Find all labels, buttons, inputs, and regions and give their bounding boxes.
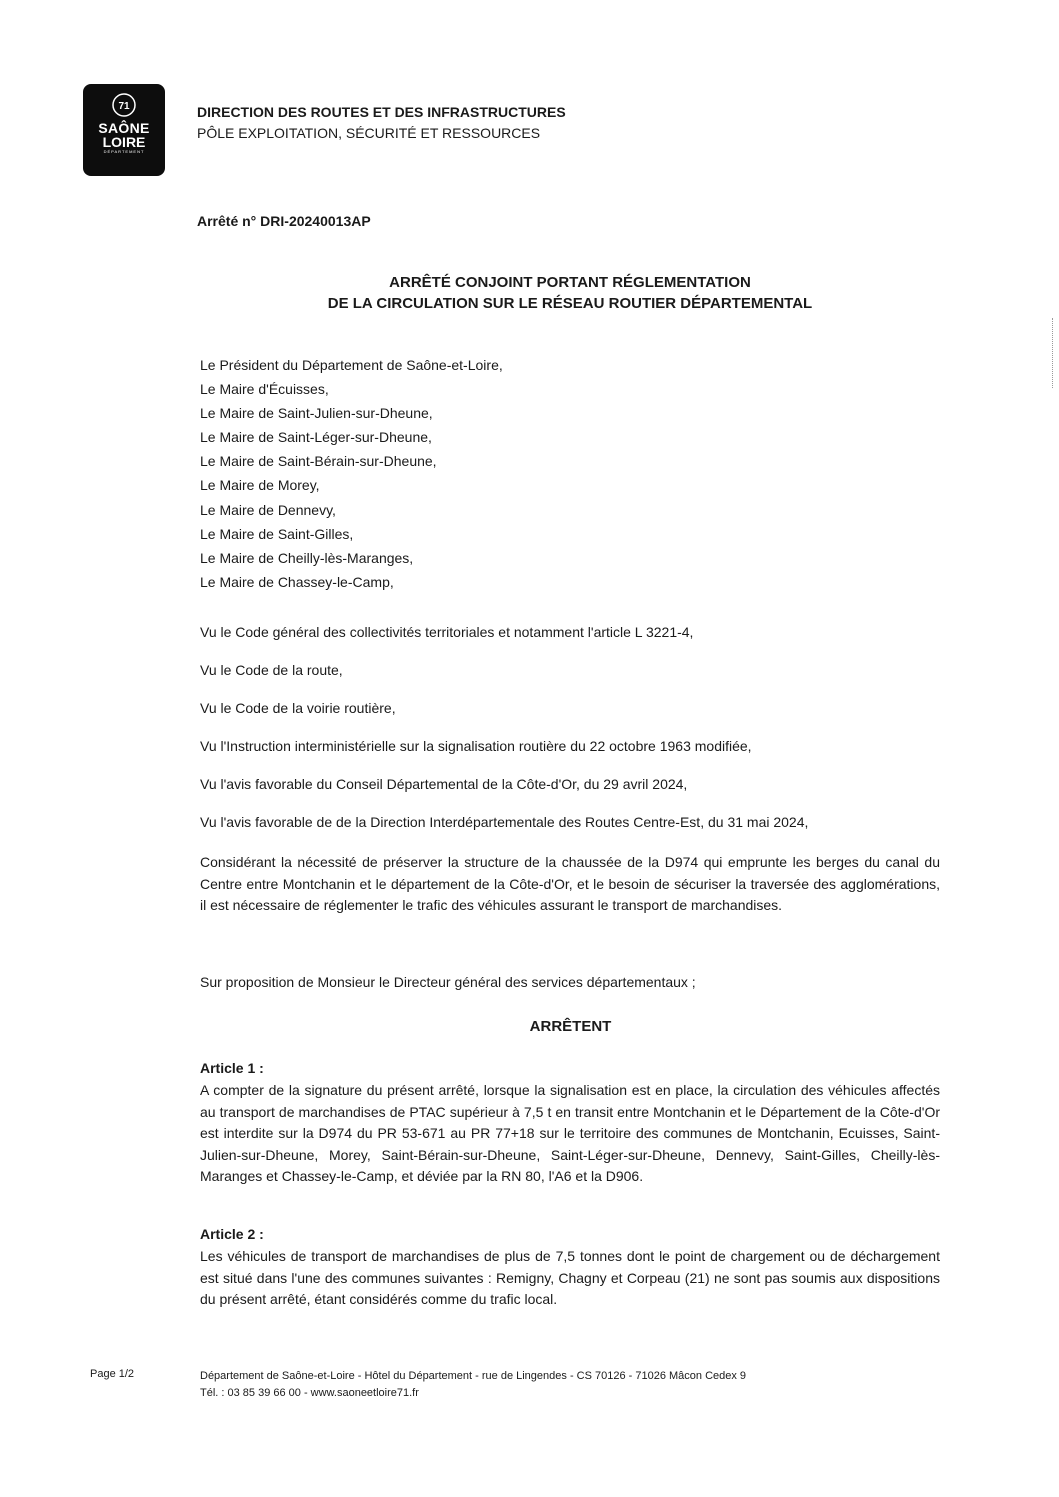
title-line-1: ARRÊTÉ CONJOINT PORTANT RÉGLEMENTATION — [389, 274, 751, 291]
authorities-list — [200, 353, 503, 594]
footer-address — [200, 1368, 746, 1402]
article-2-heading: Article 2 : — [200, 1226, 264, 1242]
logo-emblem-icon — [111, 92, 137, 118]
logo-line-3: DÉPARTEMENT — [103, 149, 145, 154]
article-1-heading: Article 1 : — [200, 1060, 264, 1076]
vu-clause: Vu l'avis favorable de de la Direction Interdépartementale des Routes Centre-Est, du 31 mai 2024, — [200, 814, 809, 830]
department-logo — [83, 84, 165, 176]
footer-contact-line: Tél. : 03 85 39 66 00 - www.saoneetloire71.fr — [200, 1387, 419, 1399]
page-number: Page 1/2 — [90, 1368, 135, 1380]
arretent-heading: ARRÊTENT — [529, 1018, 612, 1035]
authority-item: Le Maire de Chassey-le-Camp, — [200, 573, 394, 590]
vu-clause: Vu le Code de la voirie routière, — [200, 700, 396, 716]
authority-item: Le Maire de Saint-Julien-sur-Dheune, — [200, 405, 433, 422]
footer-address-line: Département de Saône-et-Loire - Hôtel du Département - rue de Lingendes - CS 70126 - 71026 Mâcon Cedex 9 — [200, 1370, 747, 1382]
logo-number: 71 — [118, 101, 130, 112]
authority-item: Le Maire de Morey, — [200, 477, 320, 494]
article-2-text: Les véhicules de transport de marchandises de plus de 7,5 tonnes dont le point de chargement ou de déchargement est situé dans l'une des communes suivantes : Remigny, Chagny et Corpeau (21) ne sont pas soumis aux dispositions du présent arrêté, étant considérés comme du trafic local. — [200, 1248, 940, 1307]
authority-item: Le Maire de Dennevy, — [200, 501, 336, 518]
margin-scan-marks — [1052, 318, 1055, 388]
vu-clause: Vu l'avis favorable du Conseil Départemental de la Côte-d'Or, du 29 avril 2024, — [200, 776, 688, 792]
pole-name: PÔLE EXPLOITATION, SÉCURITÉ ET RESSOURCES — [197, 125, 541, 141]
authority-item: Le Maire de Saint-Bérain-sur-Dheune, — [200, 453, 437, 470]
authority-item: Le Maire d'Écuisses, — [200, 381, 329, 398]
proposition-line: Sur proposition de Monsieur le Directeur général des services départementaux ; — [200, 974, 696, 990]
title-line-2: DE LA CIRCULATION SUR LE RÉSEAU ROUTIER DÉPARTEMENTAL — [327, 295, 813, 312]
vu-clause: Vu le Code général des collectivités territoriales et notamment l'article L 3221-4, — [200, 624, 694, 640]
authority-item: Le Président du Département de Saône-et-Loire, — [200, 357, 503, 373]
authority-item: Le Maire de Saint-Léger-sur-Dheune, — [200, 429, 432, 446]
considerant-paragraph: Considérant la nécessité de préserver la structure de la chaussée de la D974 qui emprunte les berges du canal du Centre entre Montchanin et le département de la Côte-d'Or, et le besoin de sécuriser la traversée des agglomérations, il est nécessaire de réglementer le trafic des véhicules assurant le transport de marchandises. — [200, 854, 940, 913]
logo-line-1: SAÔNE — [98, 120, 150, 136]
article-1-text: A compter de la signature du présent arrêté, lorsque la signalisation est en place, la circulation des véhicules affectés au transport de marchandises de PTAC supérieur à 7,5 t en transit entre Montchanin et le Département de la Côte-d'Or est interdite sur la D974 du PR 53-671 au PR 77+18 sur le territoire des communes de Montchanin, Ecuisses, Saint-Julien-sur-Dheune, Morey, Saint-Bérain-sur-Dheune, Saint-Léger-sur-Dheune, Dennevy, Saint-Gilles, Cheilly-lès-Maranges et Chassey-le-Camp, et déviée par la RN 80, l'A6 et la D906. — [200, 1082, 940, 1184]
arrete-number: Arrêté n° DRI-20240013AP — [197, 213, 371, 229]
vu-clause: Vu le Code de la route, — [200, 662, 343, 678]
authority-item: Le Maire de Cheilly-lès-Maranges, — [200, 549, 414, 566]
document-header — [197, 102, 566, 144]
logo-line-2: LOIRE — [102, 134, 146, 150]
vu-clause: Vu l'Instruction interministérielle sur la signalisation routière du 22 octobre 1963 modifiée, — [200, 738, 752, 754]
direction-name: DIRECTION DES ROUTES ET DES INFRASTRUCTURES — [197, 104, 566, 120]
document-title — [130, 272, 1010, 314]
authority-item: Le Maire de Saint-Gilles, — [200, 525, 354, 542]
